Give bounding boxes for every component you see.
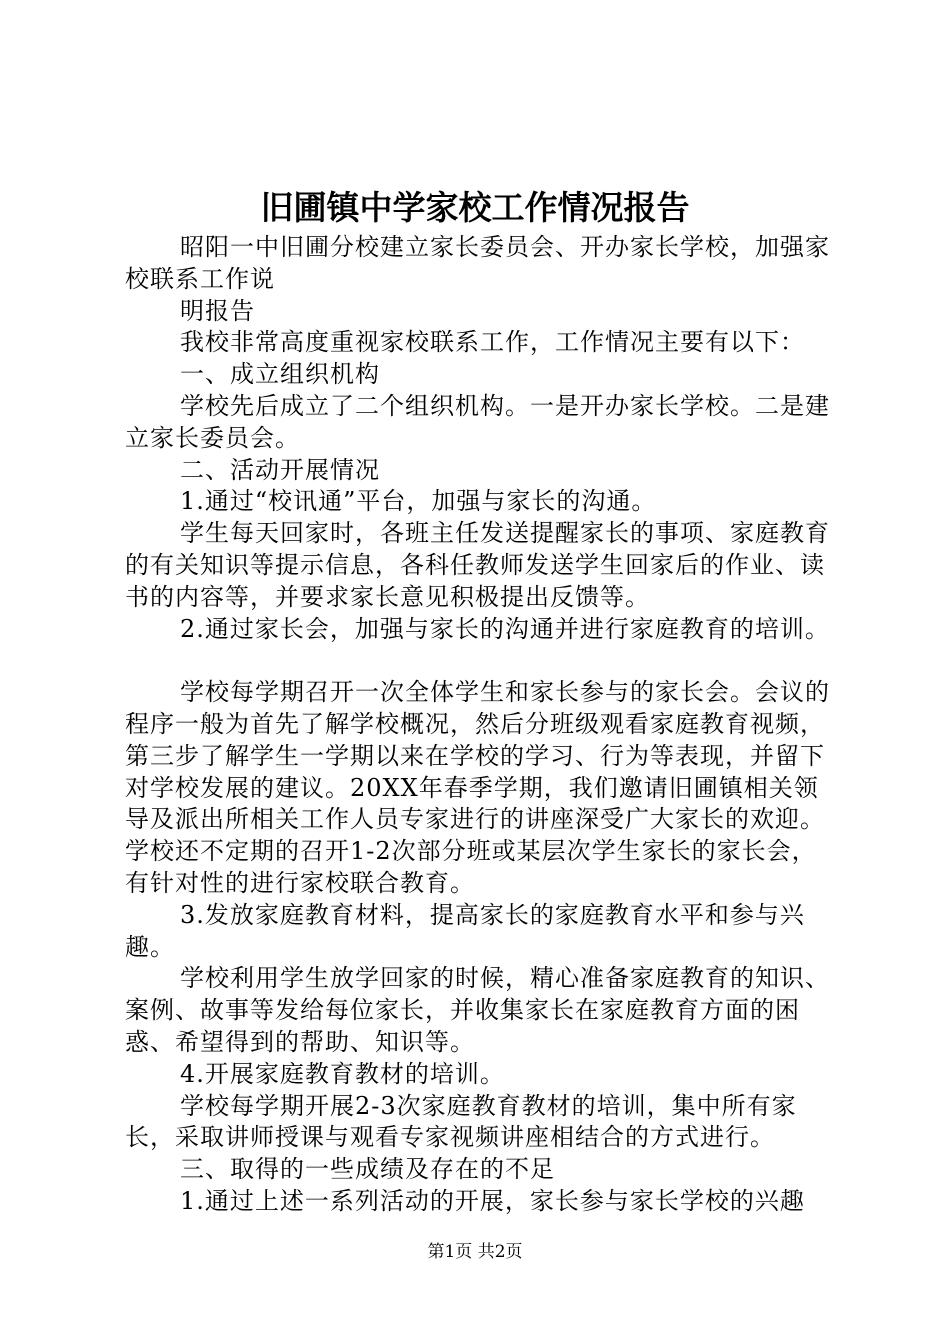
section-heading: 二、活动开展情况 [180,455,380,484]
page-footer: 第1页 共2页 [427,1242,523,1262]
numbered-item: 2.通过家长会，加强与家长的沟通并进行家庭教育的培训。 [180,614,830,643]
document-title: 旧圃镇中学家校工作情况报告 [260,188,690,227]
paragraph: 昭阳一中旧圃分校建立家长委员会、开办家长学校，加强家校联系工作说 [125,233,830,293]
paragraph: 学校每学期召开一次全体学生和家长参与的家长会。会议的程序一般为首先了解学校概况，然后分班级观看家庭教育视频，第三步了解学生一学期以来在学校的学习、行为等表现，并留下对学校发展的建议。20XX年春季学期，我们邀请旧圃镇相关领导及派出所相关工作人员专家进行的讲座深受广大家长的欢迎。学校还不定期的召开1-2次部分班或某层次学生家长的家长会，有针对性的进行家校联合教育。 [125,678,830,897]
paragraph: 学生每天回家时，各班主任发送提醒家长的事项、家庭教育的有关知识等提示信息，各科任教师发送学生回家后的作业、读书的内容等，并要求家长意见积极提出反馈等。 [125,519,830,611]
numbered-item: 1.通过“校讯通”平台，加强与家长的沟通。 [180,487,657,516]
paragraph: 学校先后成立了二个组织机构。一是开办家长学校。二是建立家长委员会。 [125,391,830,452]
numbered-item: 1.通过上述一系列活动的开展，家长参与家长学校的兴趣 [180,1186,805,1215]
paragraph: 学校每学期开展2-3次家庭教育教材的培训，集中所有家长，采取讲师授课与观看专家视频讲座相结合的方式进行。 [125,1091,797,1152]
document-body [125,232,835,1218]
numbered-item: 4.开展家庭教育教材的培训。 [180,1059,505,1088]
numbered-item: 3.发放家庭教育材料，提高家长的家庭教育水平和参与兴趣。 [125,900,805,961]
section-heading: 三、取得的一些成绩及存在的不足 [180,1155,555,1184]
paragraph: 我校非常高度重视家校联系工作，工作情况主要有以下： [180,328,805,357]
paragraph: 明报告 [180,296,255,325]
section-heading: 一、成立组织机构 [180,360,380,389]
blank-line [125,645,835,677]
paragraph: 学校利用学生放学回家的时候，精心准备家庭教育的知识、案例、故事等发给每位家长，并收集家长在家庭教育方面的困惑、希望得到的帮助、知识等。 [125,964,830,1056]
